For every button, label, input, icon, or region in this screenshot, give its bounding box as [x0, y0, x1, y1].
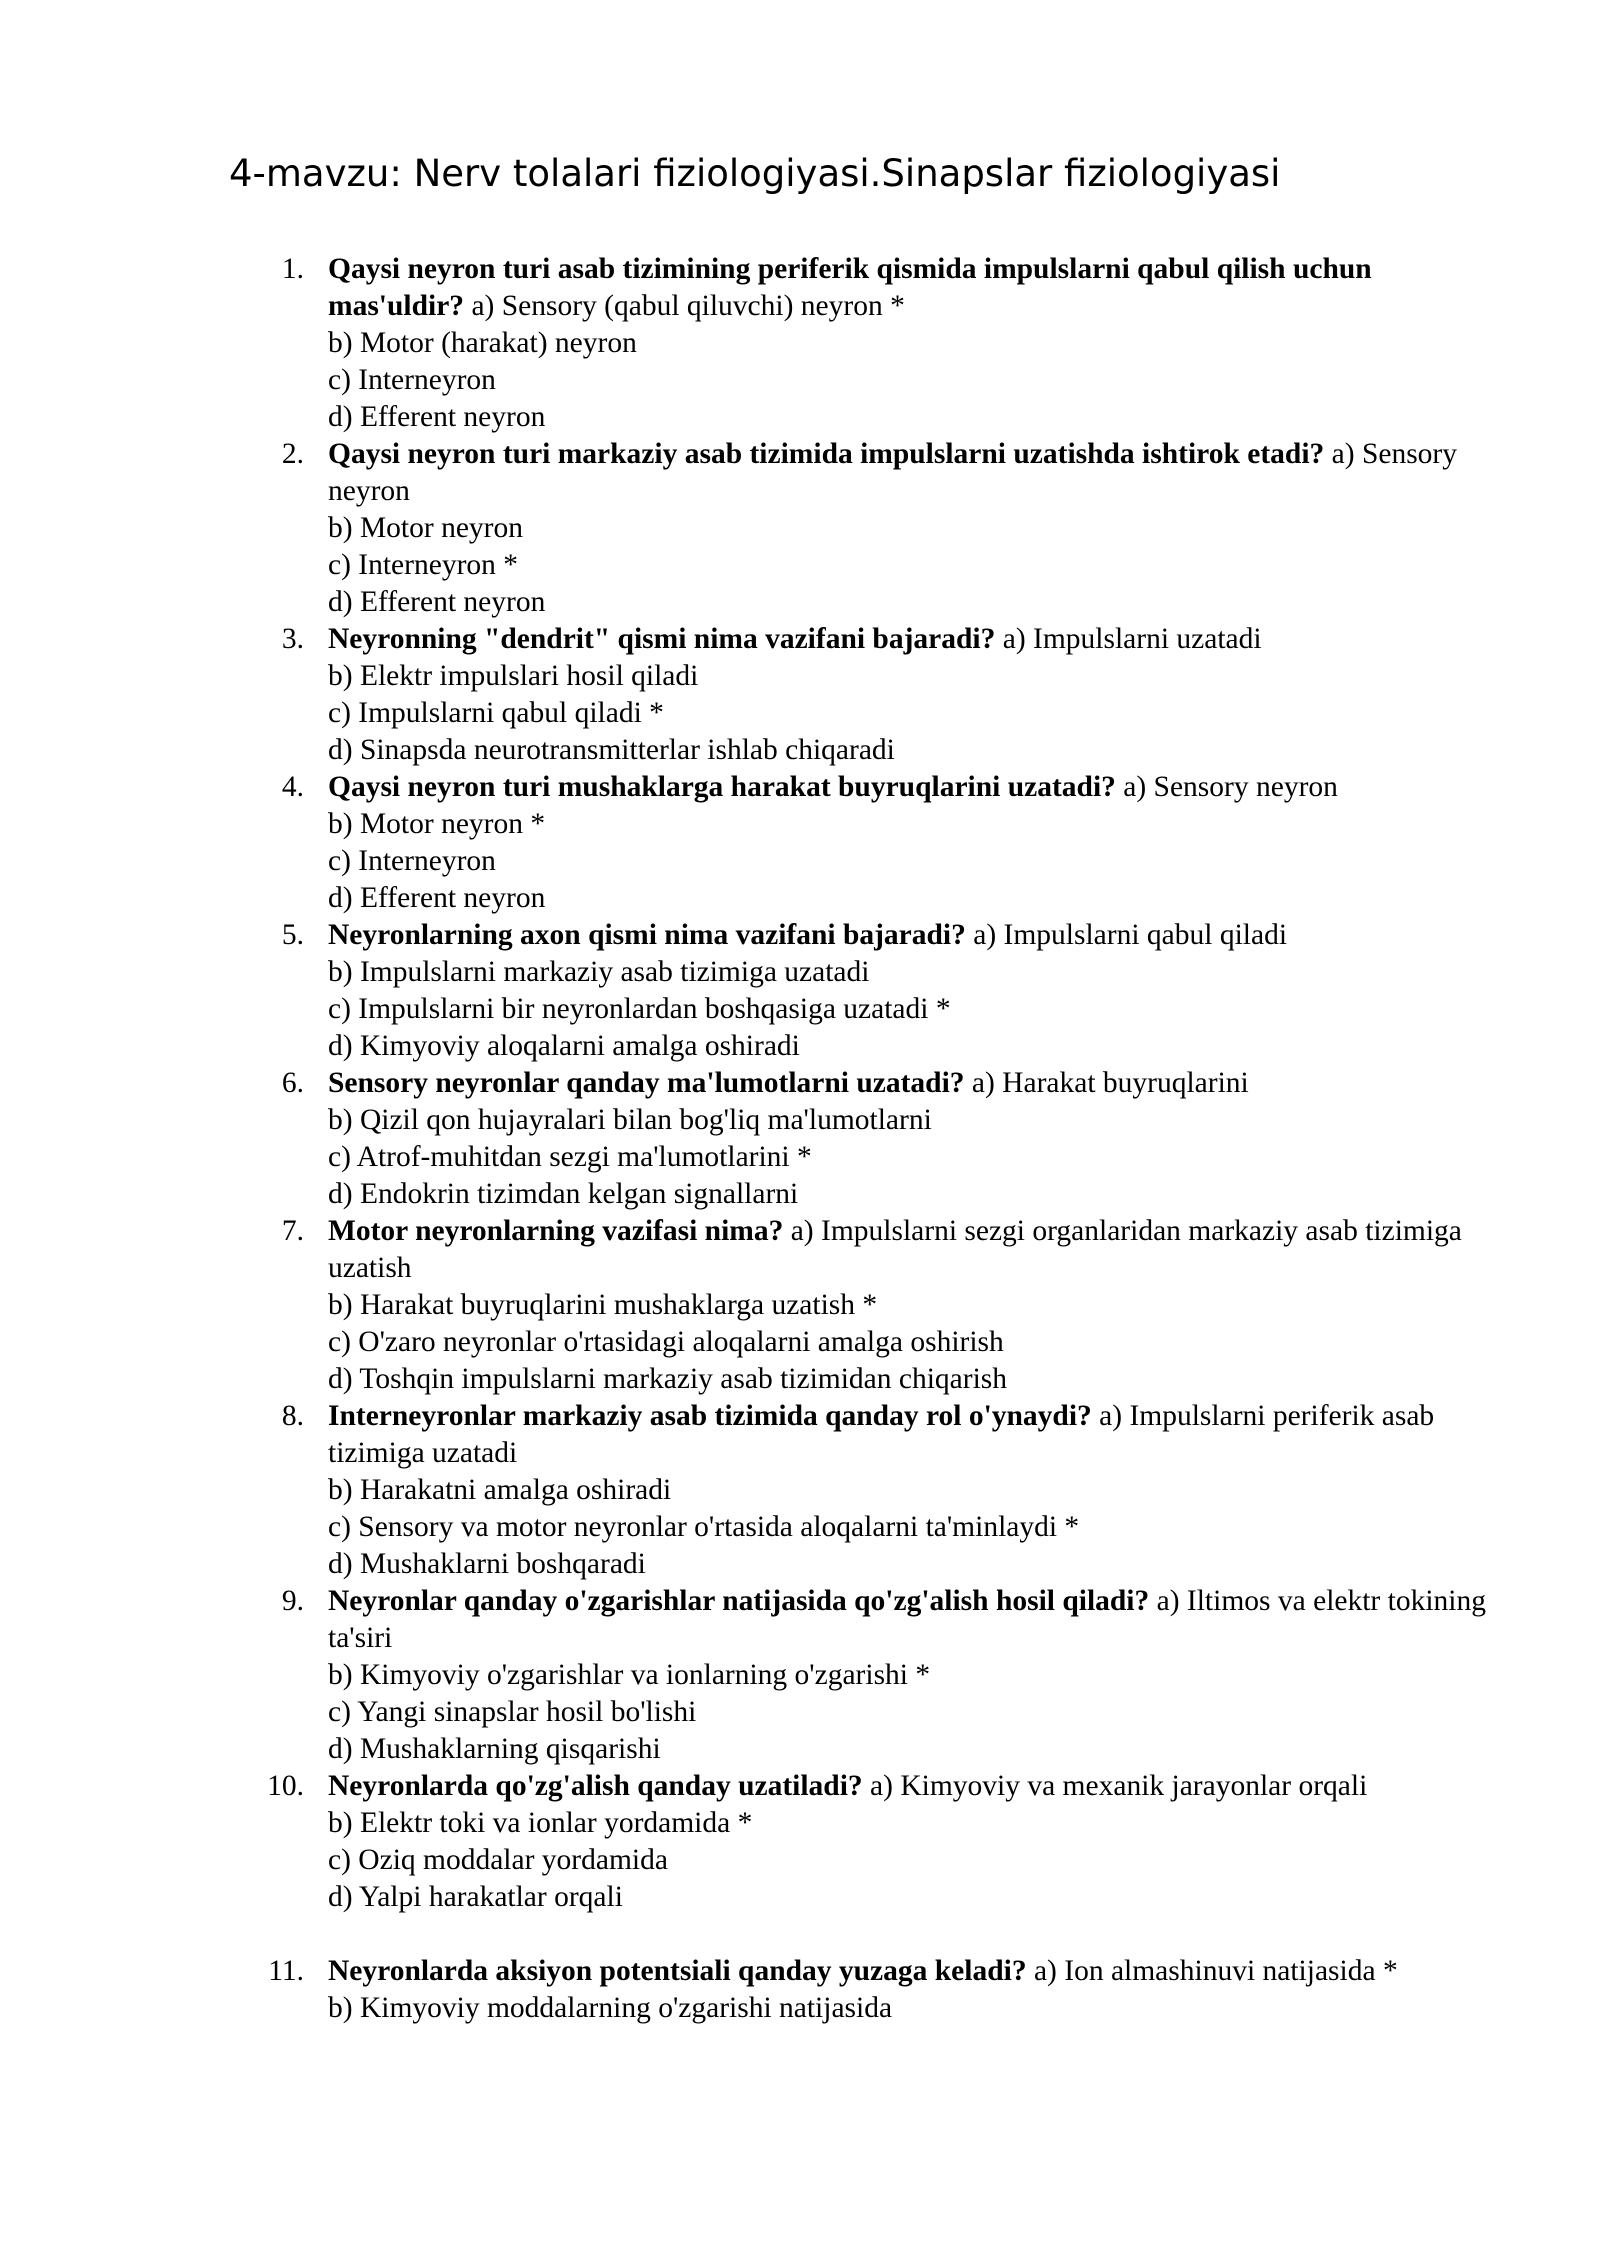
question-text: Qaysi neyron turi mushaklarga harakat buyruqlarini uzatadi?	[328, 771, 1116, 803]
answer-option: c) Impulslarni qabul qiladi *	[328, 697, 664, 729]
answer-option: a) Sensory neyron	[328, 438, 1458, 507]
question-item	[250, 1065, 1490, 1213]
answer-option: b) Motor neyron	[328, 512, 523, 544]
question-text: Neyronlar qanday o'zgarishlar natijasida qo'zg'alish hosil qiladi?	[328, 1585, 1150, 1617]
question-number: 9.	[281, 1585, 304, 1617]
question-text: Qaysi neyron turi markaziy asab tizimida impulslarni uzatishda ishtirok etadi?	[328, 438, 1325, 470]
question-number: 6.	[281, 1067, 304, 1099]
question-body	[328, 1953, 1490, 1990]
question-body	[328, 917, 1490, 954]
answer-option: b) Harakat buyruqlarini mushaklarga uzatish *	[328, 1289, 878, 1321]
question-body	[328, 251, 1490, 325]
answer-option: c) O'zaro neyronlar o'rtasidagi aloqalarni amalga oshirish	[328, 1326, 1004, 1358]
question-item	[250, 1583, 1490, 1768]
answer-option: b) Motor neyron *	[328, 808, 546, 840]
question-text: Neyronning "dendrit" qismi nima vazifani bajaradi?	[328, 623, 996, 655]
answer-option: a) Ion almashinuvi natijasida *	[1033, 1955, 1398, 1987]
answer-option: b) Motor (harakat) neyron	[328, 327, 637, 359]
question-body	[328, 1768, 1490, 1805]
answer-option: a) Harakat buyruqlarini	[971, 1067, 1249, 1099]
question-item	[250, 251, 1490, 436]
question-body	[328, 769, 1490, 806]
question-body	[328, 1398, 1490, 1472]
answer-option: d) Mushaklarni boshqaradi	[328, 1548, 646, 1580]
answer-option: c) Sensory va motor neyronlar o'rtasida aloqalarni ta'minlaydi *	[328, 1511, 1080, 1543]
answer-option: b) Harakatni amalga oshiradi	[328, 1474, 672, 1506]
answer-option: d) Endokrin tizimdan kelgan signallarni	[328, 1178, 799, 1210]
answer-option: b) Kimyoviy o'zgarishlar va ionlarning o'zgarishi *	[328, 1659, 931, 1691]
answer-option: a) Impulslarni qabul qiladi	[973, 919, 1288, 951]
answer-option: a) Sensory neyron	[1123, 771, 1338, 803]
answer-option: a) Iltimos va elektr tokining ta'siri	[328, 1585, 1486, 1654]
page-title: 4-mavzu: Nerv tolalari fiziologiyasi.Sinapslar fiziologiyasi	[229, 152, 1281, 195]
answer-option: b) Kimyoviy moddalarning o'zgarishi natijasida	[328, 1992, 893, 2024]
question-item	[250, 621, 1490, 769]
answer-option: c) Atrof-muhitdan sezgi ma'lumotlarini *	[328, 1141, 812, 1173]
answer-option: a) Impulslarni sezgi organlaridan markaziy asab tizimiga uzatish	[328, 1215, 1462, 1284]
answer-option: a) Impulslarni uzatadi	[1002, 623, 1262, 655]
question-body	[328, 1583, 1490, 1657]
answer-option: d) Sinapsda neurotransmitterlar ishlab chiqaradi	[328, 734, 895, 766]
question-body	[328, 621, 1490, 658]
question-number: 7.	[281, 1215, 304, 1247]
answer-option: b) Impulslarni markaziy asab tizimiga uzatadi	[328, 956, 870, 988]
question-number: 4.	[281, 771, 304, 803]
question-number: 2.	[281, 438, 304, 470]
answer-option: d) Mushaklarning qisqarishi	[328, 1733, 661, 1765]
question-item	[250, 1213, 1490, 1398]
question-text: Qaysi neyron turi asab tizimining periferik qismida impulslarni qabul qilish uchun mas'uldir?	[328, 253, 1372, 322]
answer-option: d) Toshqin impulslarni markaziy asab tizimidan chiqarish	[328, 1363, 1008, 1395]
question-number: 5.	[281, 919, 304, 951]
question-body	[328, 436, 1490, 510]
question-number: 1.	[281, 253, 304, 285]
question-number: 11.	[268, 1955, 304, 1987]
question-item	[250, 436, 1490, 621]
question-item	[250, 769, 1490, 917]
question-text: Neyronlarda aksiyon potentsiali qanday yuzaga keladi?	[328, 1955, 1027, 1987]
question-text: Motor neyronlarning vazifasi nima?	[328, 1215, 784, 1247]
answer-option: a) Impulslarni periferik asab tizimiga uzatadi	[328, 1400, 1435, 1469]
answer-option: c) Oziq moddalar yordamida	[328, 1844, 668, 1876]
answer-option: a) Sensory (qabul qiluvchi) neyron *	[471, 290, 905, 322]
question-text: Sensory neyronlar qanday ma'lumotlarni uzatadi?	[328, 1067, 965, 1099]
question-body	[328, 1065, 1490, 1102]
question-number: 8.	[281, 1400, 304, 1432]
question-item	[250, 1953, 1490, 2027]
question-item	[250, 1398, 1490, 1583]
answer-option: c) Impulslarni bir neyronlardan boshqasiga uzatadi *	[328, 993, 951, 1025]
answer-option: c) Interneyron	[328, 845, 496, 877]
question-number: 3.	[281, 623, 304, 655]
answer-option: c) Interneyron	[328, 364, 496, 396]
question-text: Neyronlarda qo'zg'alish qanday uzatiladi?	[328, 1770, 863, 1802]
answer-option: c) Yangi sinapslar hosil bo'lishi	[328, 1696, 697, 1728]
answer-option: d) Efferent neyron	[328, 401, 546, 433]
question-body	[328, 1213, 1490, 1287]
answer-option: b) Elektr toki va ionlar yordamida *	[328, 1807, 753, 1839]
question-text: Interneyronlar markaziy asab tizimida qanday rol o'ynaydi?	[328, 1400, 1092, 1432]
question-list	[250, 251, 1490, 2027]
answer-option: d) Efferent neyron	[328, 882, 546, 914]
question-item	[250, 1768, 1490, 1916]
answer-option: c) Interneyron *	[328, 549, 519, 581]
question-text: Neyronlarning axon qismi nima vazifani bajaradi?	[328, 919, 966, 951]
answer-option: d) Yalpi harakatlar orqali	[328, 1881, 623, 1913]
question-number: 10.	[267, 1770, 304, 1802]
answer-option: a) Kimyoviy va mexanik jarayonlar orqali	[870, 1770, 1368, 1802]
question-item	[250, 917, 1490, 1065]
answer-option: b) Qizil qon hujayralari bilan bog'liq ma'lumotlarni	[328, 1104, 932, 1136]
answer-option: d) Kimyoviy aloqalarni amalga oshiradi	[328, 1030, 800, 1062]
answer-option: b) Elektr impulslari hosil qiladi	[328, 660, 699, 692]
answer-option: d) Efferent neyron	[328, 586, 546, 618]
